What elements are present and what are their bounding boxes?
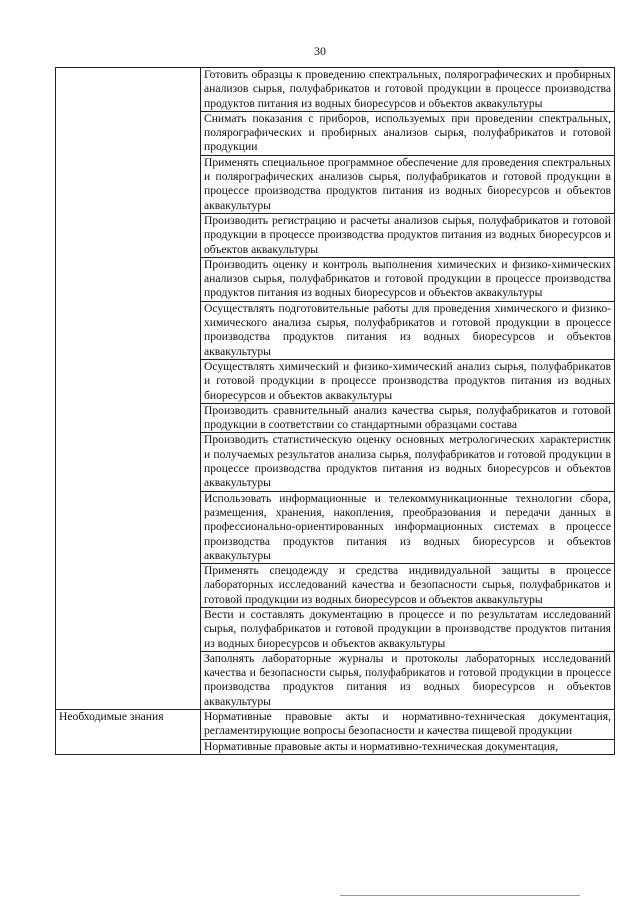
skill-text-cell: Производить статистическую оценку основных метрологических характеристик и получаемых результатов анализа сырья, полуфабрикатов и готовой продукции в процессе производства продуктов питания из водных биоресурсов и объектов аквакультуры	[201, 433, 615, 491]
required-knowledge-label: Необходимые знания	[56, 710, 201, 755]
skill-text-cell: Применять спецодежду и средства индивидуальной защиты в процессе лабораторных исследований качества и безопасности сырья, полуфабрикатов и готовой продукции из водных биоресурсов и объектов аквакультуры	[201, 564, 615, 608]
requirements-table	[55, 67, 615, 755]
skill-text-cell: Осуществлять химический и физико-химический анализ сырья, полуфабрикатов и готовой продукции в процессе производства продуктов питания из водных биоресурсов и объектов аквакультуры	[201, 359, 615, 403]
scan-edge-line	[340, 895, 580, 896]
table-row	[56, 710, 615, 740]
skill-text-cell: Осуществлять подготовительные работы для проведения химического и физико-химического анализа сырья, полуфабрикатов и готовой продукции в процессе производства продуктов питания из водных биоресурсов и объектов аквакультуры	[201, 301, 615, 359]
knowledge-text-cell: Нормативные правовые акты и нормативно-техническая документация,	[201, 739, 615, 754]
skill-text-cell: Производить оценку и контроль выполнения химических и физико-химических анализов сырья, полуфабрикатов и готовой продукции в процессе производства продуктов питания из водных биоресурсов и объектов аквакультуры	[201, 257, 615, 301]
skill-text-cell: Снимать показания с приборов, используемых при проведении спектральных, полярографических и пробирных анализов сырья, полуфабрикатов и готовой продукции	[201, 111, 615, 155]
row-label-cell	[56, 68, 201, 710]
requirements-table-body	[56, 68, 615, 755]
skill-text-cell: Использовать информационные и телекоммуникационные технологии сбора, размещения, хранения, накопления, преобразования и передачи данных в профессионально-ориентированных информационных системах в процессе производства продуктов питания из водных биоресурсов и объектов аквакультуры	[201, 491, 615, 563]
skill-text-cell: Производить регистрацию и расчеты анализов сырья, полуфабрикатов и готовой продукции в процессе производства продуктов питания из водных биоресурсов и объектов аквакультуры	[201, 213, 615, 257]
table-row	[56, 68, 615, 112]
skill-text-cell: Заполнять лабораторные журналы и протоколы лабораторных исследований качества и безопасности сырья, полуфабрикатов и готовой продукции в процессе производства продуктов питания из водных биоресурсов и объектов аквакультуры	[201, 651, 615, 709]
page-number: 30	[314, 44, 326, 58]
skill-text-cell: Применять специальное программное обеспечение для проведения спектральных и полярографических анализов сырья, полуфабрикатов и готовой продукции в процессе производства продуктов питания из водных биоресурсов и объектов аквакультуры	[201, 155, 615, 213]
skill-text-cell: Готовить образцы к проведению спектральных, полярографических и пробирных анализов сырья, полуфабрикатов и готовой продукции в процессе производства продуктов питания из водных биоресурсов и объектов аквакультуры	[201, 68, 615, 112]
knowledge-text-cell: Нормативные правовые акты и нормативно-техническая документация, регламентирующие вопросы безопасности и качества пищевой продукции	[201, 710, 615, 740]
skill-text-cell: Производить сравнительный анализ качества сырья, полуфабрикатов и готовой продукции в соответствии со стандартными образцами состава	[201, 403, 615, 433]
skill-text-cell: Вести и составлять документацию в процессе и по результатам исследований сырья, полуфабрикатов и готовой продукции в производстве продуктов питания из водных биоресурсов и объектов аквакультуры	[201, 607, 615, 651]
